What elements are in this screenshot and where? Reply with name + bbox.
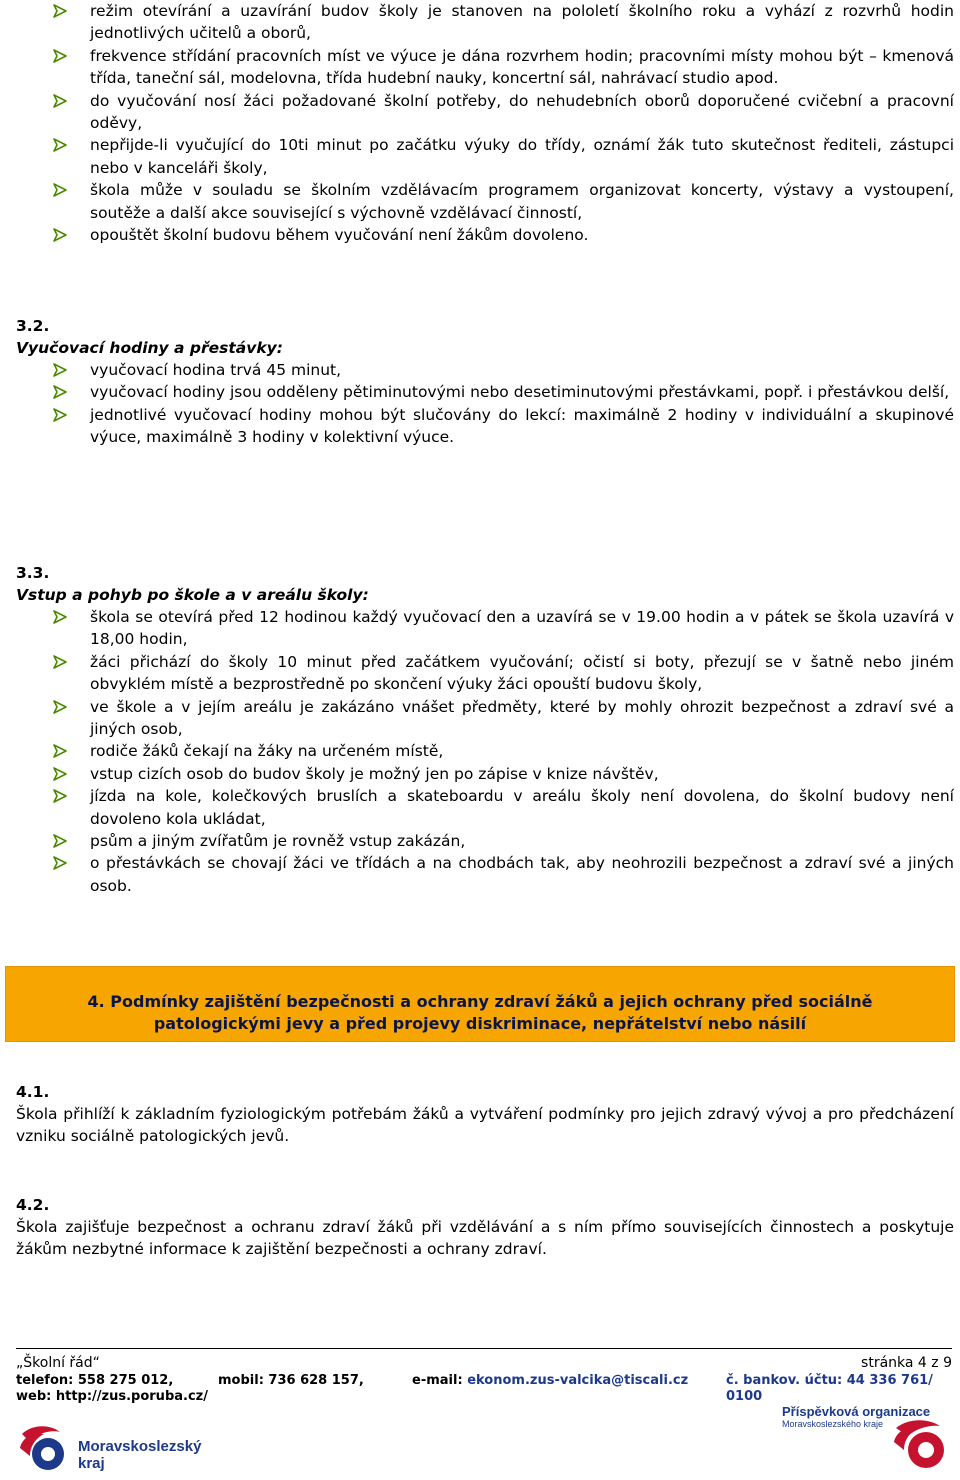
section-number: 3.3. bbox=[16, 564, 50, 582]
footer-email-block bbox=[412, 1373, 688, 1389]
list-item-text: vstup cizích osob do budov školy je možný jen po zápise v knize návštěv, bbox=[90, 764, 659, 783]
section-number: 4.2. bbox=[16, 1196, 50, 1214]
list-item bbox=[16, 740, 954, 762]
section-4-1 bbox=[16, 1081, 954, 1148]
footer-page-number: stránka 4 z 9 bbox=[861, 1355, 952, 1371]
chapter-heading-line-2: patologickými jevy a před projevy diskriminace, nepřátelství nebo násilí bbox=[153, 1014, 807, 1033]
list-item-text: psům a jiným zvířatům je rovněž vstup zakázán, bbox=[90, 832, 466, 851]
list-item-text: jízda na kole, kolečkových bruslích a skateboardu v areálu školy není dovolena, do školní budovy není dovoleno kola ukládat, bbox=[90, 787, 954, 828]
section-title: Vstup a pohyb po škole a v areálu školy: bbox=[16, 586, 369, 604]
arrow-bullet-icon bbox=[53, 385, 67, 399]
arrow-bullet-icon bbox=[53, 138, 67, 152]
footer-bank-account: č. bankov. účtu: 44 336 761/ 0100 bbox=[726, 1373, 933, 1404]
arrow-bullet-icon bbox=[53, 183, 67, 197]
list-item bbox=[16, 224, 954, 246]
list-item bbox=[16, 651, 954, 696]
footer-email-link[interactable]: ekonom.zus-valcika@tiscali.cz bbox=[467, 1373, 689, 1388]
logo-text-line-2: kraj bbox=[78, 1455, 105, 1472]
list-item-text: vyučovací hodina trvá 45 minut, bbox=[90, 361, 342, 379]
organization-emblem-icon bbox=[892, 1418, 952, 1474]
list-item bbox=[16, 134, 954, 179]
bullet-list-top bbox=[16, 0, 954, 246]
arrow-bullet-icon bbox=[53, 744, 67, 758]
arrow-bullet-icon bbox=[53, 94, 67, 108]
list-item-text: škola se otevírá před 12 hodinou každý vyučovací den a uzavírá se v 19.00 hodin a v pátek se škola uzavírá v 18,00 hodin, bbox=[90, 608, 954, 649]
arrow-bullet-icon bbox=[53, 4, 67, 18]
list-item-text: rodiče žáků čekají na žáky na určeném místě, bbox=[90, 742, 444, 761]
list-item bbox=[16, 90, 954, 135]
list-item bbox=[16, 852, 954, 897]
footer-email-label: e-mail: bbox=[412, 1373, 463, 1388]
list-item bbox=[16, 179, 954, 224]
footer-phone: telefon: 558 275 012, bbox=[16, 1373, 174, 1388]
arrow-bullet-icon bbox=[53, 767, 67, 781]
bullet-list-3-2 bbox=[16, 359, 954, 449]
list-item bbox=[16, 763, 954, 785]
list-item bbox=[16, 45, 954, 90]
section-text: Škola přihlíží k základním fyziologickým potřebám žáků a vytváření podmínky pro jejich zdravý vývoj a pro předcházení vzniku sociálně patologických jevů. bbox=[16, 1105, 954, 1146]
logo-right-line-2: Moravskoslezského kraje bbox=[782, 1419, 884, 1429]
footer-divider bbox=[16, 1348, 952, 1349]
section-4-2 bbox=[16, 1194, 954, 1261]
list-item-text: nepřijde-li vyučující do 10ti minut po začátku výuky do třídy, oznámí žák tuto skutečnost řediteli, zástupci nebo v kanceláři školy, bbox=[90, 136, 954, 177]
section-number: 4.1. bbox=[16, 1083, 50, 1101]
arrow-bullet-icon bbox=[53, 228, 67, 242]
chapter-heading-box bbox=[5, 966, 955, 1042]
list-item-text: režim otevírání a uzavírání budov školy je stanoven na pololetí školního roku a vyhází z rozvrhů hodin jednotlivých učitelů a oborů, bbox=[90, 2, 954, 43]
arrow-bullet-icon bbox=[53, 700, 67, 714]
list-item bbox=[16, 0, 954, 45]
list-item-text: opouštět školní budovu během vyučování není žákům dovoleno. bbox=[90, 226, 589, 245]
list-item-text: do vyučování nosí žáci požadované školní potřeby, do nehudebních oborů doporučené cvičební a pracovní oděvy, bbox=[90, 91, 954, 133]
list-item bbox=[16, 606, 954, 651]
section-3-3 bbox=[16, 562, 954, 897]
section-text: Škola zajišťuje bezpečnost a ochranu zdraví žáků při vzdělávání a s ním přímo souvisejících činnostech a poskytuje žákům nezbytné informace k zajištění bezpečnosti a ochrany zdraví. bbox=[16, 1218, 954, 1259]
bullet-list-3-3 bbox=[16, 606, 954, 897]
arrow-bullet-icon bbox=[53, 49, 67, 63]
arrow-bullet-icon bbox=[53, 834, 67, 848]
section-title: Vyučovací hodiny a přestávky: bbox=[16, 339, 283, 357]
list-item bbox=[16, 381, 954, 403]
footer-web-link[interactable]: web: http://zus.poruba.cz/ bbox=[16, 1389, 208, 1404]
arrow-bullet-icon bbox=[53, 408, 67, 422]
list-item-text: jednotlivé vyučovací hodiny mohou být slučovány do lekcí: maximálně 2 hodiny v individuální a skupinové výuce, maximálně 3 hodiny v kolektivní výuce. bbox=[90, 405, 954, 447]
logo-text-line-1: Moravskoslezský bbox=[78, 1438, 202, 1455]
region-emblem-icon bbox=[14, 1420, 70, 1476]
footer-mobile: mobil: 736 628 157, bbox=[218, 1373, 364, 1388]
section-number: 3.2. bbox=[16, 317, 50, 335]
list-item bbox=[16, 404, 954, 449]
arrow-bullet-icon bbox=[53, 610, 67, 624]
moravskoslezsky-kraj-logo bbox=[14, 1420, 202, 1476]
arrow-bullet-icon bbox=[53, 789, 67, 803]
list-item-text: ve škole a v jejím areálu je zakázáno vnášet předměty, které by mohly ohrozit bezpečnost a zdraví své a jiných osob, bbox=[90, 697, 954, 739]
footer-doc-title: „Školní řád“ bbox=[16, 1355, 100, 1371]
chapter-heading bbox=[6, 991, 954, 1035]
list-item bbox=[16, 359, 954, 381]
list-item bbox=[16, 696, 954, 741]
list-item-text: o přestávkách se chovají žáci ve třídách a na chodbách tak, aby neohrozili bezpečnost a zdraví své a jiných osob. bbox=[90, 854, 954, 895]
list-item-text: škola může v souladu se školním vzdělávacím programem organizovat koncerty, výstavy a vystoupení, soutěže a další akce související s výchovně vzdělávací činností, bbox=[90, 181, 954, 222]
prispevkova-organizace-logo bbox=[782, 1402, 954, 1476]
arrow-bullet-icon bbox=[53, 856, 67, 870]
list-item-text: frekvence střídání pracovních míst ve výuce je dána rozvrhem hodin; pracovními místy mohou být – kmenová třída, taneční sál, modelovna, třída hudební nauky, koncertní sál, nahrávací studio apod. bbox=[90, 46, 954, 88]
chapter-heading-line-1: 4. Podmínky zajištění bezpečnosti a ochrany zdraví žáků a jejich ochrany před sociálně bbox=[87, 992, 873, 1011]
list-item bbox=[16, 830, 954, 852]
arrow-bullet-icon bbox=[53, 363, 67, 377]
section-3-2 bbox=[16, 315, 954, 449]
logo-right-line-1: Příspěvková organizace bbox=[782, 1404, 931, 1419]
arrow-bullet-icon bbox=[53, 655, 67, 669]
list-item bbox=[16, 785, 954, 830]
list-item-text: žáci přichází do školy 10 minut před začátkem vyučování; očistí si boty, přezují se v šatně nebo jiném obvyklém místě a bezprostředně po skončení výuky žáci opouští budovu školy, bbox=[90, 652, 954, 694]
section-top bbox=[16, 0, 954, 246]
list-item-text: vyučovací hodiny jsou odděleny pětiminutovými nebo desetiminutovými přestávkami, popř. i přestávkou delší, bbox=[90, 383, 950, 402]
